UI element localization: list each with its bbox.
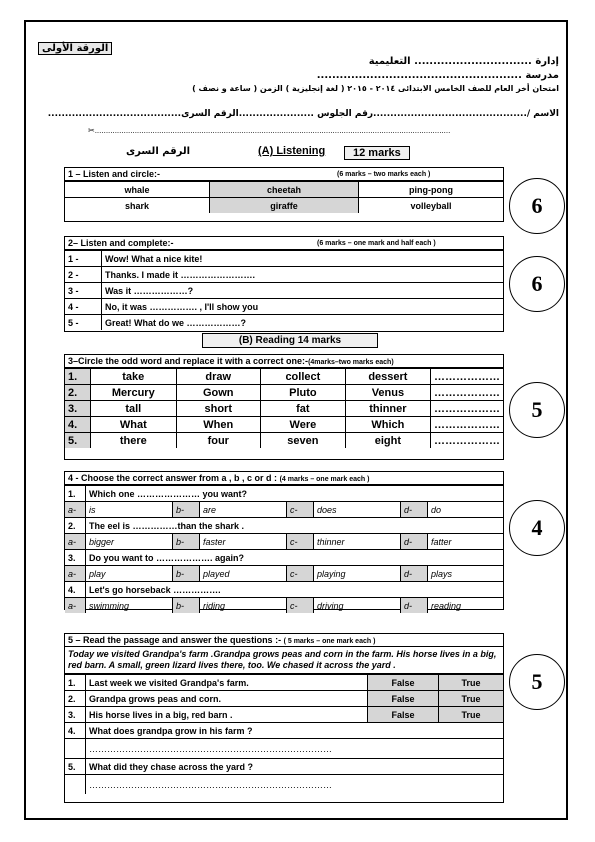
table-row [65, 707, 503, 723]
section-2-title: 2– Listen and complete:- [68, 238, 174, 248]
table-row [65, 417, 503, 433]
answer-line[interactable]: ……………………………………………………………………… [86, 775, 504, 795]
table-row [65, 198, 503, 214]
passage: Today we visited Grandpa's farm .Grandpa grows peas and corn in the farm. His horse lives in a big, red barn. A small, green lizard lives there, too. We chased it across the yard . [65, 647, 503, 674]
option-word[interactable]: thinner [345, 401, 430, 417]
section-1-title: 1 – Listen and circle:- [68, 169, 161, 179]
section-2 [64, 236, 504, 332]
table-row [65, 723, 503, 739]
option-letter: d- [401, 534, 428, 550]
option-word[interactable]: What [91, 417, 177, 433]
option-word[interactable]: draw [176, 369, 260, 385]
odd-word-table [65, 368, 503, 448]
option-word[interactable]: take [91, 369, 177, 385]
answer-line[interactable]: ……………………………………………………………………… [86, 739, 504, 759]
first-sheet-label: الورقة الأولى [38, 42, 112, 55]
question: Let's go horseback ……………. [86, 582, 504, 598]
administration-line: إدارة ............................... التعليمية [368, 56, 559, 67]
section-3-marks: (4marks–two marks each) [308, 359, 394, 366]
choose-table [65, 485, 503, 613]
option-word[interactable]: four [176, 433, 260, 449]
section-2-header [65, 237, 503, 250]
option-word[interactable]: Were [260, 417, 345, 433]
sentence[interactable]: Was it ………………? [102, 283, 504, 299]
row-number: 1. [65, 369, 91, 385]
row-number: 2. [65, 518, 86, 534]
section-1-marks: (6 marks – two marks each ) [337, 171, 431, 178]
question-row [65, 486, 503, 502]
option-word[interactable]: dessert [345, 369, 430, 385]
reading-title: (B) Reading 14 marks [202, 333, 378, 348]
score-circle-1: 6 [509, 178, 565, 234]
score-circle-4: 4 [509, 500, 565, 556]
statement: His horse lives in a big, red barn . [86, 707, 368, 723]
row-number: 1. [65, 675, 86, 691]
cut-line: ✂................................................................................................................................................................ [88, 126, 451, 135]
false-option[interactable]: False [368, 707, 439, 723]
score-circle-5: 5 [509, 654, 565, 710]
section-4-marks: (4 marks – one mark each ) [279, 476, 370, 483]
false-option[interactable]: False [368, 675, 439, 691]
option-letter: a- [65, 534, 86, 550]
option-d[interactable]: reading [428, 598, 504, 614]
option-word[interactable]: tall [91, 401, 177, 417]
table-row [65, 775, 503, 795]
option-letter: b- [173, 598, 200, 614]
option-letter: a- [65, 566, 86, 582]
table-row [65, 759, 503, 775]
option-b[interactable]: are [200, 502, 287, 518]
question: What did they chase across the yard ? [86, 759, 504, 775]
row-number: 3. [65, 707, 86, 723]
replacement-blank[interactable]: ……………… [431, 401, 504, 417]
option-letter: a- [65, 502, 86, 518]
table-row [65, 283, 503, 299]
sentence[interactable]: No, it was ……………. , I'll show you [102, 299, 504, 315]
row-number: 1. [65, 486, 86, 502]
table-row [65, 401, 503, 417]
true-option[interactable]: True [439, 675, 504, 691]
option-letter: a- [65, 598, 86, 614]
listening-marks: 12 marks [344, 146, 410, 160]
row-number: 3. [65, 550, 86, 566]
option-letter: d- [401, 502, 428, 518]
section-5-header [65, 634, 503, 647]
sentence[interactable]: Thanks. I made it ……………………. [102, 267, 504, 283]
statement: Grandpa grows peas and corn. [86, 691, 368, 707]
option-letter: c- [287, 566, 314, 582]
option-c[interactable]: thinner [314, 534, 401, 550]
sentence[interactable]: Great! What do we ………………? [102, 315, 504, 331]
option-word[interactable]: Venus [345, 385, 430, 401]
statement: Last week we visited Grandpa's farm. [86, 675, 368, 691]
replacement-blank[interactable]: ……………… [431, 369, 504, 385]
score-circle-3: 5 [509, 382, 565, 438]
option-c[interactable]: does [314, 502, 401, 518]
table-row [65, 691, 503, 707]
name-line: الاسم /.............................................رقم الجلوس ......................الرقم السرى....................................... [47, 109, 559, 119]
question-row [65, 518, 503, 534]
option-b[interactable]: riding [200, 598, 287, 614]
option-letter: c- [287, 534, 314, 550]
option-word[interactable]: fat [260, 401, 345, 417]
table-row [65, 267, 503, 283]
row-number: 4. [65, 417, 91, 433]
option-d[interactable]: do [428, 502, 504, 518]
table-row [65, 251, 503, 267]
question: Which one ………………… you want? [86, 486, 504, 502]
section-3 [64, 354, 504, 460]
option-letter: b- [173, 566, 200, 582]
row-number: 4 - [65, 299, 102, 315]
circle-words-table [65, 181, 503, 213]
table-row [65, 369, 503, 385]
word-cell[interactable]: ping-pong [358, 182, 503, 198]
question-row [65, 582, 503, 598]
section-1-header [65, 168, 503, 181]
secret-number-label: الرقم السرى [126, 146, 191, 157]
option-c[interactable]: playing [314, 566, 401, 582]
exam-title: امتحان أخر العام للصف الخامس الابتدائى ٢٠١٤ - ٢٠١٥ ( لغة إنجليزية ) الزمن ( ساعة و نصف ) [192, 84, 559, 93]
row-number: 2 - [65, 267, 102, 283]
option-b[interactable]: played [200, 566, 287, 582]
option-b[interactable]: faster [200, 534, 287, 550]
option-word[interactable]: short [176, 401, 260, 417]
table-row [65, 182, 503, 198]
question: Do you want to ………………. again? [86, 550, 504, 566]
section-1 [64, 167, 504, 222]
option-word[interactable]: eight [345, 433, 430, 449]
complete-table [65, 250, 503, 330]
section-4 [64, 471, 504, 610]
empty-cell [65, 775, 86, 795]
word-cell[interactable]: cheetah [210, 182, 359, 198]
option-letter: c- [287, 502, 314, 518]
section-4-header [65, 472, 503, 485]
option-word[interactable]: Which [345, 417, 430, 433]
answer-row [65, 502, 503, 518]
replacement-blank[interactable]: ……………… [431, 433, 504, 449]
listening-title: (A) Listening [258, 145, 326, 157]
row-number: 5. [65, 759, 86, 775]
option-a[interactable]: play [86, 566, 173, 582]
row-number: 2. [65, 385, 91, 401]
option-word[interactable]: When [176, 417, 260, 433]
section-5-title: 5 – Read the passage and answer the questions :- [68, 635, 282, 645]
option-d[interactable]: fatter [428, 534, 504, 550]
option-letter: b- [173, 534, 200, 550]
word-cell[interactable]: shark [65, 198, 210, 214]
false-option[interactable]: False [368, 691, 439, 707]
table-row [65, 299, 503, 315]
section-5 [64, 633, 504, 803]
table-row [65, 315, 503, 331]
section-2-marks: (6 marks – one mark and half each ) [317, 240, 436, 247]
word-cell[interactable]: volleyball [358, 198, 503, 214]
row-number: 3 - [65, 283, 102, 299]
answer-row [65, 598, 503, 614]
option-a[interactable]: is [86, 502, 173, 518]
option-letter: b- [173, 502, 200, 518]
section-3-title: 3–Circle the odd word and replace it with a correct one:- [68, 356, 309, 366]
word-cell[interactable]: giraffe [210, 198, 359, 214]
row-number: 4. [65, 723, 86, 739]
option-d[interactable]: plays [428, 566, 504, 582]
option-letter: d- [401, 598, 428, 614]
section-3-header [65, 355, 503, 368]
row-number: 4. [65, 582, 86, 598]
score-circle-2: 6 [509, 256, 565, 312]
question: What does grandpa grow in his farm ? [86, 723, 504, 739]
option-a[interactable]: bigger [86, 534, 173, 550]
school-line: مدرسة ...................................................... [316, 70, 559, 81]
option-letter: c- [287, 598, 314, 614]
word-cell[interactable]: whale [65, 182, 210, 198]
section-5-marks: ( 5 marks – one mark each ) [283, 638, 376, 645]
sentence[interactable]: Wow! What a nice kite! [102, 251, 504, 267]
option-letter: d- [401, 566, 428, 582]
option-word[interactable]: there [91, 433, 177, 449]
true-option[interactable]: True [439, 691, 504, 707]
section-4-title: 4 - Choose the correct answer from a , b , c or d : [68, 473, 278, 483]
table-row [65, 675, 503, 691]
row-number: 5. [65, 433, 91, 449]
option-a[interactable]: swimming [86, 598, 173, 614]
option-word[interactable]: seven [260, 433, 345, 449]
answer-row [65, 566, 503, 582]
empty-cell [65, 739, 86, 759]
table-row [65, 385, 503, 401]
answer-row [65, 534, 503, 550]
option-word[interactable]: Pluto [260, 385, 345, 401]
row-number: 2. [65, 691, 86, 707]
table-row [65, 433, 503, 449]
replacement-blank[interactable]: ……………… [431, 385, 504, 401]
row-number: 1 - [65, 251, 102, 267]
table-row [65, 739, 503, 759]
option-word[interactable]: Gown [176, 385, 260, 401]
row-number: 3. [65, 401, 91, 417]
option-word[interactable]: collect [260, 369, 345, 385]
question-row [65, 550, 503, 566]
replacement-blank[interactable]: ……………… [431, 417, 504, 433]
option-word[interactable]: Mercury [91, 385, 177, 401]
row-number: 5 - [65, 315, 102, 331]
option-c[interactable]: driving [314, 598, 401, 614]
question: The eel is ……………than the shark . [86, 518, 504, 534]
true-false-table [65, 674, 503, 794]
true-option[interactable]: True [439, 707, 504, 723]
